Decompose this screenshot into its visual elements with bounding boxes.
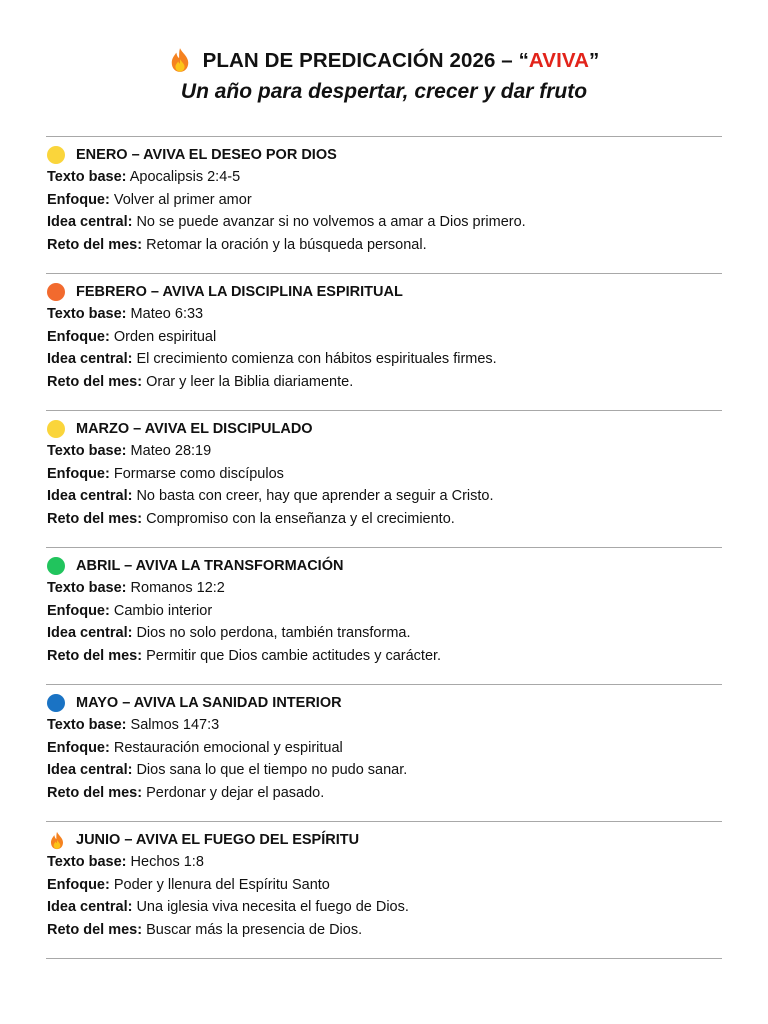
enfoque-label: Enfoque: bbox=[47, 602, 110, 619]
enfoque-row bbox=[47, 326, 727, 349]
reto-label: Reto del mes: bbox=[47, 373, 143, 390]
reto-row bbox=[47, 371, 727, 394]
idea-central-row bbox=[47, 485, 727, 508]
month-heading bbox=[47, 281, 727, 303]
green-circle-icon bbox=[47, 557, 65, 575]
month-title: JUNIO – AVIVA EL FUEGO DEL ESPÍRITU bbox=[76, 832, 360, 848]
texto-base-row bbox=[47, 577, 727, 600]
document-subtitle: Un año para despertar, crecer y dar fruto bbox=[180, 80, 588, 103]
month-title: ENERO – AVIVA EL DESEO POR DIOS bbox=[76, 147, 337, 163]
texto-base-label: Texto base: bbox=[47, 854, 127, 870]
idea-central-label: Idea central: bbox=[47, 351, 133, 367]
title-accent: AVIVA bbox=[528, 49, 590, 72]
enfoque-value: Volver al primer amor bbox=[113, 191, 252, 208]
fire-icon bbox=[169, 47, 191, 73]
divider bbox=[46, 958, 722, 959]
reto-row bbox=[47, 782, 727, 805]
month-section-enero bbox=[47, 144, 727, 256]
idea-central-value: No basta con creer, hay que aprender a seguir a Cristo. bbox=[136, 488, 494, 504]
reto-row bbox=[47, 645, 727, 668]
month-title: MARZO – AVIVA EL DISCIPULADO bbox=[76, 421, 313, 437]
texto-base-value: Mateo 28:19 bbox=[130, 443, 212, 459]
idea-central-value: El crecimiento comienza con hábitos espirituales firmes. bbox=[136, 351, 497, 367]
reto-label: Reto del mes: bbox=[47, 921, 143, 938]
month-heading bbox=[47, 692, 727, 714]
orange-circle-icon bbox=[47, 283, 65, 301]
reto-row bbox=[47, 234, 727, 257]
enfoque-label: Enfoque: bbox=[47, 876, 110, 893]
month-section-febrero bbox=[47, 281, 727, 393]
enfoque-row bbox=[47, 737, 727, 760]
texto-base-row bbox=[47, 851, 727, 874]
month-section-junio bbox=[47, 829, 727, 941]
enfoque-label: Enfoque: bbox=[47, 739, 110, 756]
idea-central-row bbox=[47, 622, 727, 645]
enfoque-row bbox=[47, 600, 727, 623]
texto-base-row bbox=[47, 440, 727, 463]
idea-central-value: Una iglesia viva necesita el fuego de Dios. bbox=[136, 899, 409, 915]
texto-base-value: Romanos 12:2 bbox=[130, 580, 225, 596]
enfoque-label: Enfoque: bbox=[47, 465, 110, 482]
texto-base-label: Texto base: bbox=[47, 306, 127, 322]
idea-central-value: No se puede avanzar si no volvemos a amar a Dios primero. bbox=[136, 214, 526, 230]
month-heading bbox=[47, 829, 727, 851]
reto-label: Reto del mes: bbox=[47, 510, 143, 527]
title-suffix: ” bbox=[589, 49, 600, 72]
month-heading bbox=[47, 418, 727, 440]
texto-base-label: Texto base: bbox=[47, 717, 127, 733]
enfoque-value: Poder y llenura del Espíritu Santo bbox=[113, 876, 330, 893]
texto-base-value: Mateo 6:33 bbox=[130, 306, 204, 322]
texto-base-label: Texto base: bbox=[47, 169, 127, 185]
idea-central-row bbox=[47, 211, 727, 234]
yellow-circle-icon bbox=[47, 420, 65, 438]
texto-base-row bbox=[47, 714, 727, 737]
enfoque-value: Orden espiritual bbox=[113, 328, 217, 345]
texto-base-label: Texto base: bbox=[47, 580, 127, 596]
texto-base-row bbox=[47, 166, 727, 189]
reto-row bbox=[47, 919, 727, 942]
texto-base-value: Salmos 147:3 bbox=[130, 717, 220, 733]
reto-value: Retomar la oración y la búsqueda personal. bbox=[146, 236, 427, 253]
enfoque-row bbox=[47, 189, 727, 212]
title-prefix: PLAN DE PREDICACIÓN 2026 – “ bbox=[202, 49, 529, 72]
month-title: MAYO – AVIVA LA SANIDAD INTERIOR bbox=[76, 695, 342, 711]
enfoque-label: Enfoque: bbox=[47, 191, 110, 208]
divider bbox=[46, 410, 722, 411]
reto-row bbox=[47, 508, 727, 531]
enfoque-value: Formarse como discípulos bbox=[113, 465, 284, 482]
divider bbox=[46, 136, 722, 137]
month-section-mayo bbox=[47, 692, 727, 804]
divider bbox=[46, 821, 722, 822]
idea-central-value: Dios no solo perdona, también transforma. bbox=[136, 625, 411, 641]
idea-central-label: Idea central: bbox=[47, 899, 133, 915]
idea-central-label: Idea central: bbox=[47, 625, 133, 641]
enfoque-row bbox=[47, 874, 727, 897]
idea-central-row bbox=[47, 759, 727, 782]
reto-value: Orar y leer la Biblia diariamente. bbox=[146, 373, 354, 390]
enfoque-value: Restauración emocional y espiritual bbox=[113, 739, 343, 756]
month-section-abril bbox=[47, 555, 727, 667]
idea-central-label: Idea central: bbox=[47, 488, 133, 504]
reto-label: Reto del mes: bbox=[47, 236, 143, 253]
enfoque-row bbox=[47, 463, 727, 486]
idea-central-row bbox=[47, 348, 727, 371]
month-heading bbox=[47, 555, 727, 577]
blue-circle-icon bbox=[47, 694, 65, 712]
reto-value: Buscar más la presencia de Dios. bbox=[146, 921, 363, 938]
idea-central-label: Idea central: bbox=[47, 214, 133, 230]
fire-icon bbox=[49, 831, 65, 850]
month-heading bbox=[47, 144, 727, 166]
texto-base-label: Texto base: bbox=[47, 443, 127, 459]
reto-value: Permitir que Dios cambie actitudes y carácter. bbox=[146, 647, 442, 664]
texto-base-value: Hechos 1:8 bbox=[130, 854, 204, 870]
idea-central-label: Idea central: bbox=[47, 762, 133, 778]
reto-value: Compromiso con la enseñanza y el crecimiento. bbox=[146, 510, 455, 527]
month-section-marzo bbox=[47, 418, 727, 530]
divider bbox=[46, 684, 722, 685]
document-title bbox=[0, 48, 768, 74]
texto-base-value: Apocalipsis 2:4-5 bbox=[129, 169, 241, 185]
idea-central-row bbox=[47, 896, 727, 919]
month-title: FEBRERO – AVIVA LA DISCIPLINA ESPIRITUAL bbox=[76, 284, 403, 300]
texto-base-row bbox=[47, 303, 727, 326]
month-title: ABRIL – AVIVA LA TRANSFORMACIÓN bbox=[76, 558, 344, 574]
idea-central-value: Dios sana lo que el tiempo no pudo sanar. bbox=[136, 762, 408, 778]
divider bbox=[46, 273, 722, 274]
reto-value: Perdonar y dejar el pasado. bbox=[146, 784, 325, 801]
yellow-circle-icon bbox=[47, 146, 65, 164]
reto-label: Reto del mes: bbox=[47, 647, 143, 664]
enfoque-value: Cambio interior bbox=[113, 602, 213, 619]
enfoque-label: Enfoque: bbox=[47, 328, 110, 345]
reto-label: Reto del mes: bbox=[47, 784, 143, 801]
divider bbox=[46, 547, 722, 548]
